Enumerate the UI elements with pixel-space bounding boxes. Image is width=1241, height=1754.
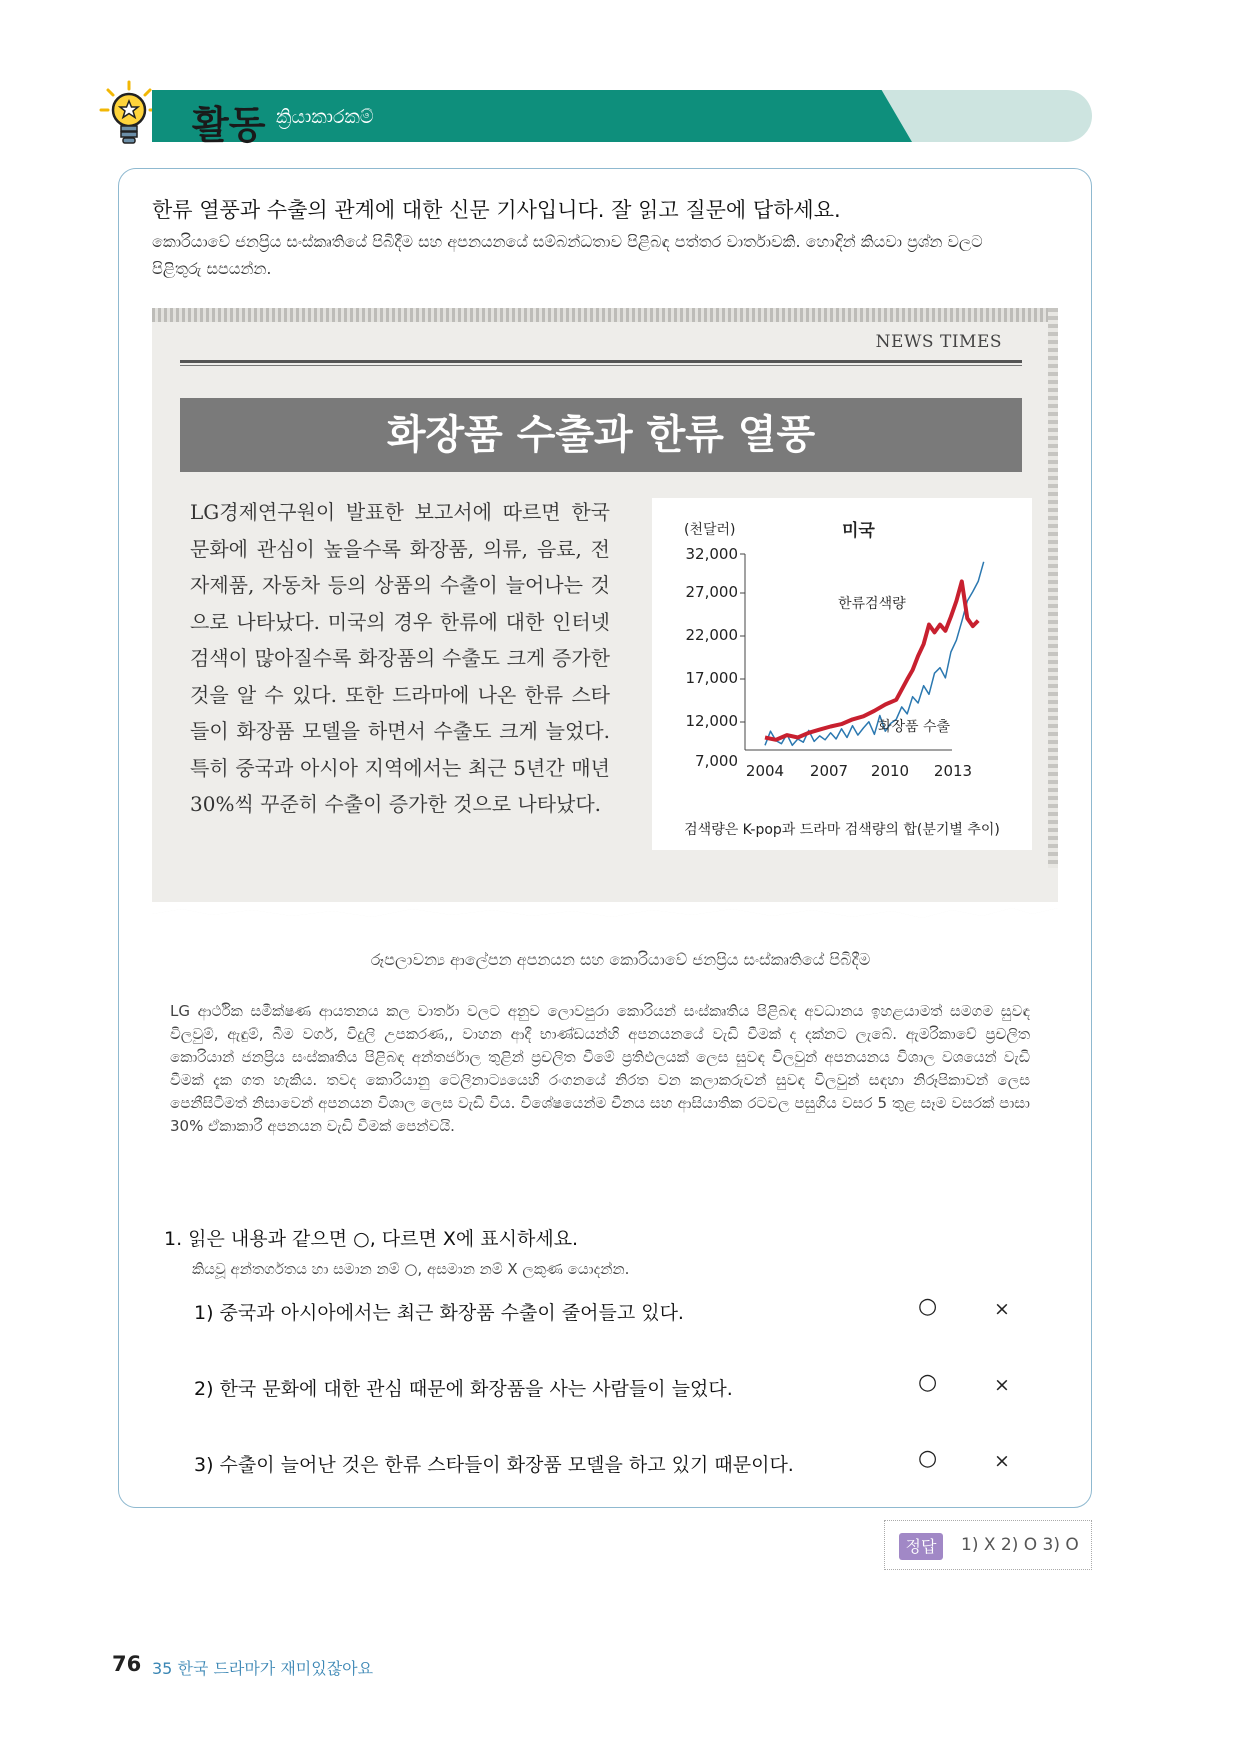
circle-option[interactable]: ○	[918, 1446, 938, 1471]
series-label-export: 화장품 수출	[878, 719, 951, 735]
article-translation-sinhala: LG ආර්ථික සමීක්ෂණ ආයතනය කල වාර්තා වලට අනුව ලොවපුරා කොරියන් සංස්කෘතිය පිළිබඳ අවධානය ඉහළයාමත් සමගම සුවඳ විලවුම්, ඇඳුම්, බීම වර්ග, විදුලි උපකරණ,, වාහන ආදී භාණ්ඩයන්හි අපනයනයේ වැඩි වීමක් ද දක්නට ලැබේ. ඇමරිකාවේ ප්‍රචලිත කොරියාන් ජනප්‍රිය සංස්කෘතිය පිළිබඳ අන්තර්ජාල තුළින් ප්‍රචලිත වීමේ ප්‍රතිඵලයක් ලෙස සුවඳ විලවුන් අපනයනය විශාල වශයෙන් වැඩි වීමක් දැක ගත හැකිය. තවද කොරියානු ටෙලිනාට්‍යයෙහි රංගනයේ නිරත වන කලාකරුවන් සුවඳ විලවුන් සඳහා නිරූපිකාවන් ලෙස පෙනීසිටීමත් නිසාවෙන් අපනයන විශාල ලෙස වැඩි විය. විශේෂයෙන්ම චීනය සහ ආසියාතික රටවල පසුගිය වසර 5 තුළ සෑම වසරක් පාසා 30% ඒකාකාරී අපනයන වැඩි වීමක් පෙන්වයි.	[170, 1002, 1030, 1135]
article-body: LG경제연구원이 발표한 보고서에 따르면 한국 문화에 관심이 높을수록 화장품, 의류, 음료, 전자제품, 자동차 등의 상품의 수출이 늘어나는 것으로 나타났다. 미국의 경우 한류에 대한 인터넷 검색이 많아질수록 화장품의 수출도 크게 증가한 것을 알 수 있다. 또한 드라마에 나온 한류 스타들이 화장품 모델을 하면서 수출도 크게 늘었다. 특히 중국과 아시아 지역에서는 최근 5년간 매년 30%씩 꾸준히 수출이 증가한 것으로 나타났다.	[190, 500, 610, 816]
ytick-label: 27,000	[685, 583, 738, 601]
xtick-label: 2010	[870, 762, 910, 780]
intro-sinhala: කොරියාවේ ජනප්‍රිය සංස්කෘතියේ පිබිදීම සහ අපනයනයේ සම්බන්ධතාව පිළිබඳ පත්තර වාර්තාවකි. හොඳින් කියවා ප්‍රශ්න වලට පිළිතුරු සපයන්න.	[152, 232, 983, 278]
x-option[interactable]: ×	[994, 1450, 1010, 1472]
question-heading: 1. 읽은 내용과 같으면 ○, 다르면 X에 표시하세요.	[164, 1228, 579, 1250]
chart-caption-sinhala: රූපලාවන්‍ය ආලේපන අපනයන සහ කොරියාවේ ජනප්‍රිය සංස්කෘතියේ පිබිදීම	[370, 950, 871, 969]
answer-box	[884, 1520, 1092, 1570]
chart-yticks	[686, 545, 739, 770]
xtick-label: 2007	[809, 762, 849, 780]
ytick-label: 7,000	[695, 752, 738, 770]
circle-option[interactable]: ○	[918, 1370, 938, 1395]
ytick-label: 17,000	[685, 669, 738, 687]
article-headline: 화장품 수출과 한류 열풍	[180, 398, 1022, 472]
series-line-export	[765, 562, 984, 746]
question-subheading: කියවූ අන්තර්ගතය හා සමාන නම් ○, අසමාන නම් X ලකුණ යොදන්න.	[192, 1260, 630, 1278]
intro-korean: 한류 열풍과 수출의 관계에 대한 신문 기사입니다. 잘 읽고 질문에 답하세요.	[152, 198, 841, 222]
xtick-label: 2004	[745, 762, 785, 780]
newspaper-clipping	[152, 308, 1058, 924]
x-option[interactable]: ×	[994, 1298, 1010, 1320]
chart-ylabel: (천달러)	[684, 522, 736, 538]
export-search-chart	[652, 498, 1032, 850]
activity-title: 활동	[192, 103, 266, 147]
chart-note: 검색량은 K-pop과 드라마 검색량의 합(분기별 추이)	[684, 822, 1000, 838]
question-item: 3) 수출이 늘어난 것은 한류 스타들이 화장품 모델을 하고 있기 때문이다.	[194, 1454, 794, 1476]
question-item: 1) 중국과 아시아에서는 최근 화장품 수출이 줄어들고 있다.	[194, 1302, 684, 1324]
answer-value: 1) X 2) O 3) O	[961, 1535, 1079, 1555]
series-label-search: 한류검색량	[838, 596, 906, 612]
chart-xticks	[746, 762, 972, 780]
ytick-label: 22,000	[685, 626, 738, 644]
activity-subtitle: ක්‍රියාකාරකම්	[276, 106, 374, 128]
page-number: 76	[112, 1652, 142, 1676]
masthead-rule	[180, 360, 1022, 363]
chart-title: 미국	[842, 521, 875, 541]
question-item: 2) 한국 문화에 대한 관심 때문에 화장품을 사는 사람들이 늘었다.	[194, 1378, 733, 1400]
activity-banner	[152, 90, 1092, 147]
newspaper-masthead: NEWS TIMES	[875, 332, 1002, 352]
circle-option[interactable]: ○	[918, 1294, 938, 1319]
ytick-label: 32,000	[685, 545, 738, 563]
x-option[interactable]: ×	[994, 1374, 1010, 1396]
answer-tag: 정답	[899, 1533, 943, 1560]
xtick-label: 2013	[933, 762, 973, 780]
chapter-title: 35 한국 드라마가 재미있잖아요	[152, 1659, 374, 1678]
ytick-label: 12,000	[685, 712, 738, 730]
lightbulb-star-icon	[98, 80, 160, 150]
